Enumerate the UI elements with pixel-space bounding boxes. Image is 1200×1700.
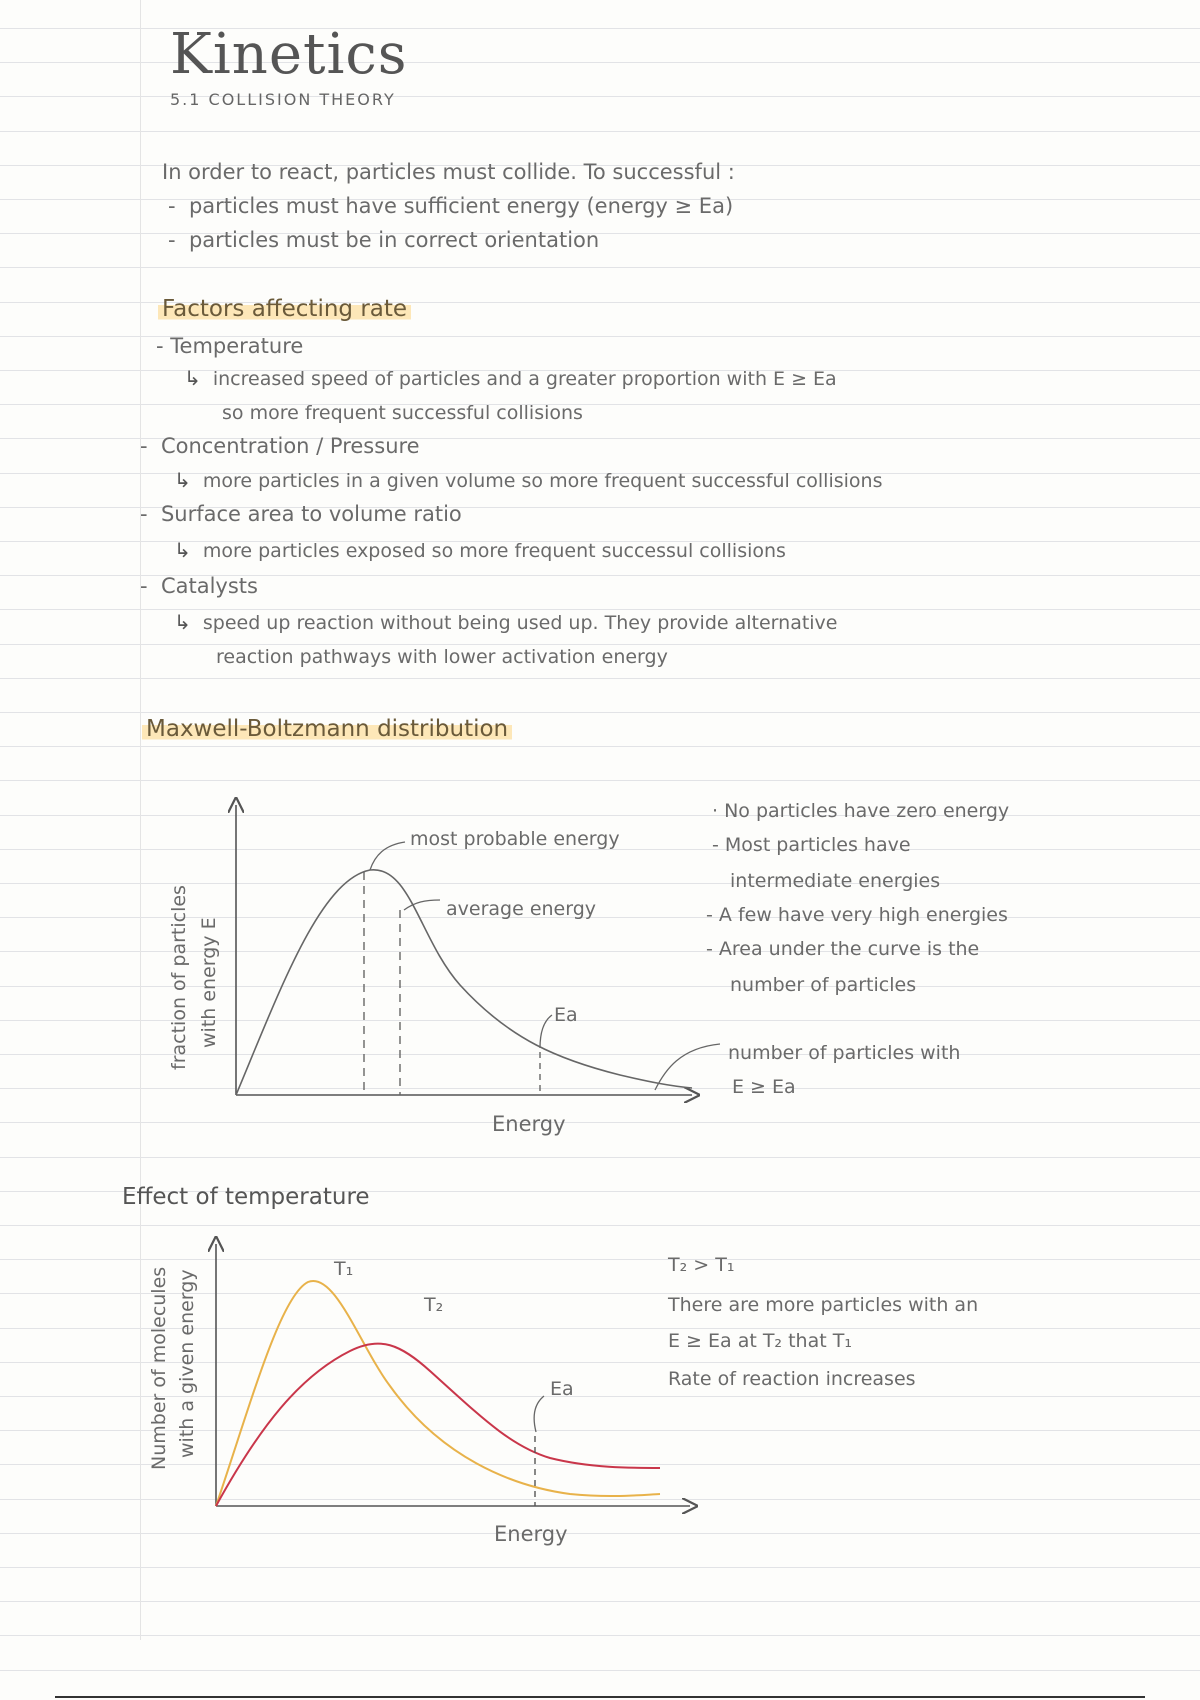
factor-detail: reaction pathways with lower activation energy bbox=[216, 646, 668, 668]
margin-line bbox=[140, 0, 141, 1640]
mb-label-ea: Ea bbox=[554, 1004, 578, 1026]
temp-graph bbox=[150, 1236, 710, 1536]
mb-note: number of particles bbox=[730, 974, 917, 996]
return-arrow-icon: ↳ bbox=[174, 538, 191, 562]
mb-note: - A few have very high energies bbox=[706, 904, 1008, 926]
return-arrow-icon: ↳ bbox=[174, 610, 191, 634]
temp-note: T₂ > T₁ bbox=[668, 1254, 735, 1276]
factor-name: - Surface area to volume ratio bbox=[140, 502, 462, 526]
factor-detail bbox=[174, 610, 838, 634]
intro-bullet-text: particles must be in correct orientation bbox=[188, 228, 600, 252]
intro-bullet: - particles must have sufficient energy (energy ≥ Ea) bbox=[168, 194, 734, 218]
mb-note: - Area under the curve is the bbox=[706, 938, 980, 960]
mb-label-most-probable: most probable energy bbox=[410, 828, 620, 850]
mb-label-number-2: E ≥ Ea bbox=[732, 1076, 796, 1098]
ruled-line bbox=[0, 780, 1200, 781]
ruled-line bbox=[0, 1225, 1200, 1226]
ruled-line bbox=[0, 1601, 1200, 1602]
factor-name: - Temperature bbox=[156, 334, 304, 358]
temp-heading: Effect of temperature bbox=[122, 1184, 370, 1210]
mb-heading bbox=[142, 716, 512, 742]
ruled-line bbox=[0, 267, 1200, 268]
return-arrow-icon: ↳ bbox=[174, 468, 191, 492]
ruled-line bbox=[0, 1635, 1200, 1636]
mb-note: intermediate energies bbox=[730, 870, 941, 892]
temp-label-ea: Ea bbox=[550, 1378, 574, 1400]
pointer-ea bbox=[540, 1015, 552, 1048]
temp-xlabel: Energy bbox=[494, 1522, 568, 1546]
temp-label-t1: T₁ bbox=[334, 1258, 354, 1280]
mb-label-average: average energy bbox=[446, 898, 597, 920]
factor-detail bbox=[174, 538, 786, 562]
pointer-ea bbox=[534, 1396, 544, 1432]
factor-name-text: Temperature bbox=[170, 334, 304, 358]
mb-note-text: A few have very high energies bbox=[718, 904, 1008, 926]
mb-ylabel-2: with energy E bbox=[198, 917, 220, 1048]
mb-note: - Most particles have bbox=[712, 834, 911, 856]
ruled-line bbox=[0, 1567, 1200, 1568]
temp-ylabel-1: Number of molecules bbox=[148, 1266, 170, 1470]
temp-ylabel-2: with a given energy bbox=[176, 1269, 198, 1458]
factor-detail-text: speed up reaction without being used up. They provide alternative bbox=[202, 612, 838, 634]
pointer-average bbox=[404, 900, 440, 910]
ruled-line bbox=[0, 1157, 1200, 1158]
pointer-number bbox=[655, 1044, 720, 1090]
factor-detail bbox=[174, 468, 882, 492]
mb-heading-text: Maxwell-Boltzmann distribution bbox=[142, 716, 512, 742]
mb-xlabel: Energy bbox=[492, 1112, 566, 1136]
factor-detail-text: increased speed of particles and a greater proportion with E ≥ Ea bbox=[212, 368, 837, 390]
mb-label-number: number of particles with bbox=[728, 1042, 961, 1064]
intro-line: In order to react, particles must collide. To successful : bbox=[162, 160, 735, 184]
ruled-line bbox=[0, 404, 1200, 405]
factor-name: - Concentration / Pressure bbox=[140, 434, 420, 458]
factor-detail: so more frequent successful collisions bbox=[222, 402, 583, 424]
factor-name-text: Surface area to volume ratio bbox=[160, 502, 462, 526]
mb-note-text: No particles have zero energy bbox=[724, 800, 1010, 822]
t2-curve bbox=[216, 1344, 660, 1506]
temp-note: Rate of reaction increases bbox=[668, 1368, 916, 1390]
temp-label-t2: T₂ bbox=[424, 1294, 444, 1316]
factors-heading-text: Factors affecting rate bbox=[158, 296, 411, 322]
factor-name-text: Catalysts bbox=[160, 574, 258, 598]
page-title: Kinetics bbox=[170, 22, 408, 87]
ruled-line bbox=[0, 1670, 1200, 1671]
return-arrow-icon: ↳ bbox=[184, 366, 201, 390]
intro-bullet: - particles must be in correct orientation bbox=[168, 228, 600, 252]
factors-heading bbox=[158, 296, 411, 322]
ruled-line bbox=[0, 644, 1200, 645]
factor-name: - Catalysts bbox=[140, 574, 258, 598]
intro-bullet-text: particles must have sufficient energy (energy ≥ Ea) bbox=[188, 194, 734, 218]
temp-note: There are more particles with an bbox=[668, 1294, 979, 1316]
mb-note-text: Area under the curve is the bbox=[718, 938, 980, 960]
ruled-line bbox=[0, 746, 1200, 747]
mb-note: · No particles have zero energy bbox=[712, 800, 1010, 822]
factor-detail-text: more particles in a given volume so more frequent successful collisions bbox=[202, 470, 883, 492]
factor-name-text: Concentration / Pressure bbox=[160, 434, 420, 458]
page-bottom-line bbox=[55, 1696, 1145, 1698]
ruled-line bbox=[0, 131, 1200, 132]
mb-ylabel-1: fraction of particles bbox=[168, 885, 190, 1070]
section-subtitle: 5.1 COLLISION THEORY bbox=[170, 90, 396, 109]
temp-note: E ≥ Ea at T₂ that T₁ bbox=[668, 1330, 852, 1352]
ruled-line bbox=[0, 712, 1200, 713]
mb-note-text: Most particles have bbox=[724, 834, 911, 856]
factor-detail bbox=[184, 366, 837, 390]
factor-detail-text: more particles exposed so more frequent successul collisions bbox=[202, 540, 786, 562]
ruled-line bbox=[0, 678, 1200, 679]
pointer-most-probable bbox=[370, 842, 405, 870]
